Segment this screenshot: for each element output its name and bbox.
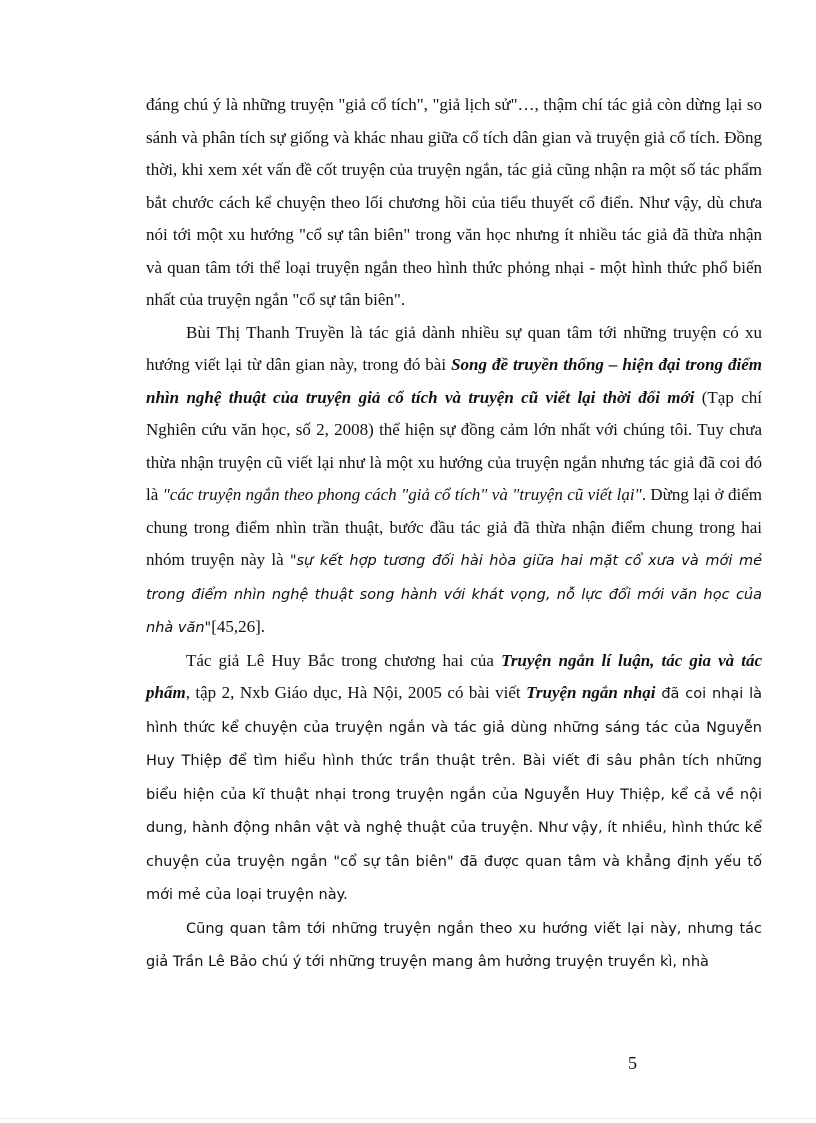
paragraph-4-text: Cũng quan tâm tới những truyện ngắn theo xu hướng viết lại này, nhưng tác giả Trần Lê Bảo chú ý tới những truyện mang âm hưởng truyện truyền kì, nhà: [146, 920, 762, 970]
footer-divider: [0, 1118, 816, 1119]
paragraph-2: [146, 317, 762, 645]
body-text: [146, 89, 762, 979]
paragraph-2-text: (Tạp chí Nghiên cứu văn học, số 2, 2008) thể hiện sự đồng cảm lớn nhất với chúng tôi. Tuy chưa thừa nhận truyện cũ viết lại như là một xu hướng của truyện ngắn nhưng tác giả đã coi đó là: [146, 387, 762, 504]
paragraph-3-text: , tập 2, Nxb Giáo dục, Hà Nội, 2005 có bài viết: [185, 683, 527, 702]
quotation: "các truyện ngắn theo phong cách "giả cổ tích" và "truyện cũ viết lại": [162, 485, 642, 504]
page-number: 5: [628, 1053, 637, 1073]
paragraph-4: [146, 912, 762, 979]
paragraph-3: [146, 645, 762, 912]
citation: [45,26].: [211, 617, 266, 636]
book-title: Truyện ngắn lí luận, tác gia và tác phẩm: [146, 650, 763, 702]
paragraph-2-text: Bùi Thị Thanh Truyền là tác giả dành nhiều sự quan tâm tới những truyện có xu hướng viết lại từ dân gian này, trong đó bài: [146, 322, 762, 374]
paragraph-3-text: đã coi nhại là hình thức kể chuyện của truyện ngắn và tác giả dùng những sáng tác của Nguyễn Huy Thiệp để tìm hiểu hình thức trần thuật trên. Bài viết đi sâu phân tích những biểu hiện của kĩ thuật nhại trong truyện ngắn của Nguyễn Huy Thiệp, kể cả về nội dung, hành động nhân vật và nghệ thuật của truyện. Như vậy, ít nhiều, hình thức kể chuyện của truyện ngắn "cổ sự tân biên" đã được quan tâm và khẳng định yếu tố mới mẻ của loại truyện này.: [146, 686, 762, 903]
paragraph-1-text: đáng chú ý là những truyện "giả cổ tích", "giả lịch sử"…, thậm chí tác giả còn dừng lại so sánh và phân tích sự giống và khác nhau giữa cổ tích dân gian và truyện giả cổ tích. Đồng thời, khi xem xét vấn đề cốt truyện của truyện ngắn, tác giả cũng nhận ra một số tác phẩm bắt chước cách kể chuyện theo lối chương hồi của tiểu thuyết cổ điển. Như vậy, dù chưa nói tới một xu hướng "cổ sự tân biên" trong văn học nhưng ít nhiều tác giả đã thừa nhận và quan tâm tới thể loại truyện ngắn theo hình thức phỏng nhại - một hình thức phổ biến nhất của truyện ngắn "cổ sự tân biên".: [146, 95, 762, 309]
paragraph-1: [146, 89, 762, 317]
quotation: "sự kết hợp tương đối hài hòa giữa hai mặt cổ xưa và mới mẻ trong điểm nhìn nghệ thuật song hành với khát vọng, nỗ lực đổi mới văn học của nhà văn": [146, 553, 762, 636]
paragraph-3-text: Tác giả Lê Huy Bắc trong chương hai của: [186, 650, 502, 670]
article-title: Truyện ngắn nhại: [526, 683, 656, 702]
article-title: Song đề truyền thống – hiện đại trong điểm nhìn nghệ thuật của truyện giả cổ tích và truyện cũ viết lại thời đổi mới: [146, 355, 762, 407]
paragraph-2-text: . Dừng lại ở điểm chung trong điểm nhìn trần thuật, bước đầu tác giả đã thừa nhận điểm chung trong hai nhóm truyện này là: [146, 485, 762, 569]
